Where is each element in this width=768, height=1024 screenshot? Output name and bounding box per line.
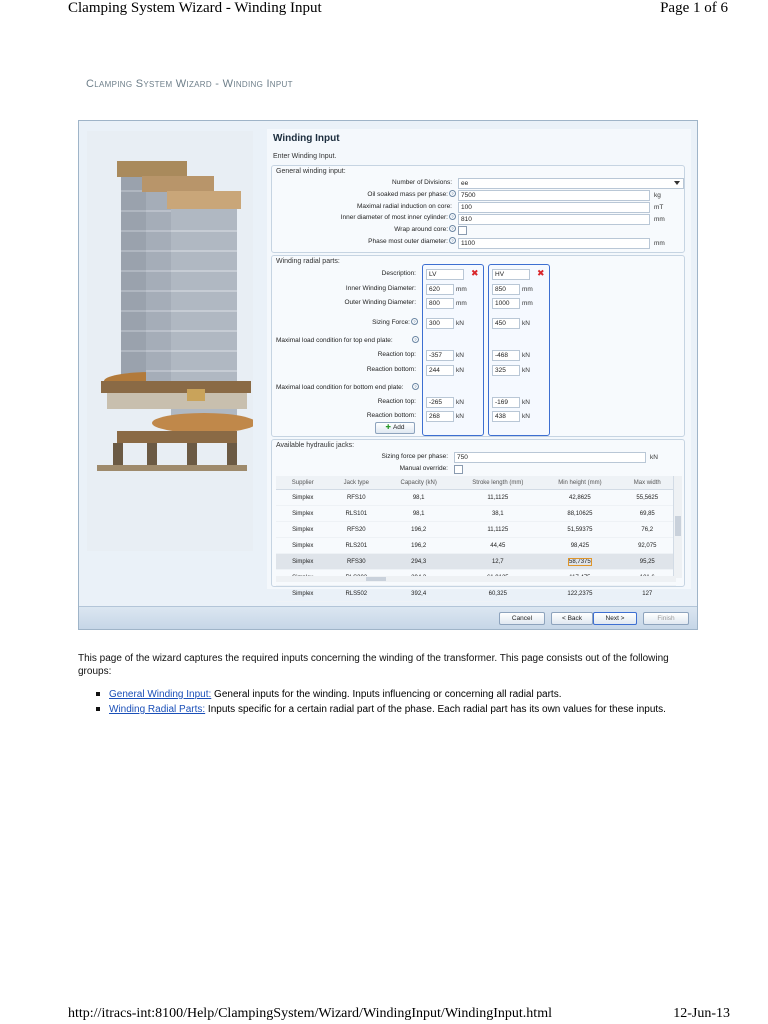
table-cell: 127 <box>619 586 677 602</box>
unit-kn: kN <box>456 399 464 406</box>
table-row[interactable] <box>276 586 676 602</box>
reaction-top-label: Reaction top: <box>377 398 416 405</box>
table-cell: RLS502 <box>330 586 384 602</box>
focused-cell-value: 58,7375 <box>569 558 591 565</box>
inner-diameter-label: Inner diameter of most inner cylinder: <box>340 214 448 221</box>
inner-diameter-input[interactable]: 850 <box>492 284 520 295</box>
column-header[interactable]: Max width <box>619 476 677 490</box>
table-cell: 392,4 <box>383 586 454 602</box>
wizard-screenshot <box>78 120 698 630</box>
divisions-label: Number of Divisions: <box>392 179 452 186</box>
wizard-title: Winding Input <box>273 133 340 144</box>
table-cell: 98,425 <box>541 538 618 554</box>
manual-override-label: Manual override: <box>399 465 448 472</box>
unit-kn: kN <box>456 320 464 327</box>
general-winding-input-link[interactable]: General Winding Input: <box>109 689 212 700</box>
outer-diameter-input[interactable]: 1100 <box>458 238 650 249</box>
table-cell: 42,8625 <box>541 490 618 506</box>
help-icon[interactable]: ? <box>449 190 456 197</box>
manual-override-checkbox[interactable] <box>454 465 463 474</box>
help-icon[interactable]: ? <box>449 213 456 220</box>
table-cell: 60,325 <box>454 586 541 602</box>
help-icon[interactable]: ? <box>449 237 456 244</box>
table-row[interactable] <box>276 506 676 522</box>
unit-kn: kN <box>522 367 530 374</box>
bullet-text: Inputs specific for a certain radial part of the phase. Each radial part has its own values for these inputs. <box>205 704 666 715</box>
table-cell: 196,2 <box>383 538 454 554</box>
table-cell: 98,1 <box>383 490 454 506</box>
delete-icon[interactable]: ✖ <box>537 268 545 278</box>
table-cell: 69,85 <box>619 506 677 522</box>
unit-mm: mm <box>522 286 533 293</box>
outer-diameter-input[interactable]: 1000 <box>492 298 520 309</box>
general-group-title: General winding input: <box>276 168 346 175</box>
table-cell: RFS30 <box>330 554 384 570</box>
jacks-group-title: Available hydraulic jacks: <box>276 442 355 449</box>
unit-kn: kN <box>522 352 530 359</box>
pdf-header-title: Clamping System Wizard - Winding Input <box>68 0 322 16</box>
group-list <box>96 688 696 718</box>
sizing-force-input[interactable]: 450 <box>492 318 520 329</box>
next-button[interactable]: Next > <box>593 612 637 625</box>
description-input[interactable]: LV <box>426 269 464 280</box>
scrollbar-thumb[interactable] <box>675 516 681 536</box>
table-cell: 92,075 <box>619 538 677 554</box>
table-row-selected[interactable] <box>276 554 676 570</box>
bullet-icon <box>96 692 100 696</box>
column-header[interactable]: Min height (mm) <box>541 476 618 490</box>
table-cell: 196,2 <box>383 522 454 538</box>
scrollbar-thumb[interactable] <box>366 577 386 581</box>
table-cell: Simplex <box>276 522 330 538</box>
unit-kn: kN <box>456 413 464 420</box>
table-cell: 122,2375 <box>541 586 618 602</box>
inner-diameter-unit: mm <box>654 216 665 223</box>
pdf-header <box>68 0 728 20</box>
inner-diameter-input[interactable]: 620 <box>426 284 454 295</box>
bottom-reaction-top-input[interactable]: -169 <box>492 397 520 408</box>
pdf-page-number: Page 1 of 6 <box>660 0 728 16</box>
top-reaction-top-input[interactable]: -468 <box>492 350 520 361</box>
table-cell: Simplex <box>276 554 330 570</box>
table-cell-focused[interactable] <box>541 554 618 570</box>
table-cell: 51,59375 <box>541 522 618 538</box>
general-winding-group <box>271 165 685 253</box>
unit-kn: kN <box>456 367 464 374</box>
unit-kn: kN <box>522 413 530 420</box>
table-cell: RFS10 <box>330 490 384 506</box>
table-cell: RLS201 <box>330 538 384 554</box>
wrap-core-label: Wrap around core: <box>394 226 448 233</box>
description-input[interactable]: HV <box>492 269 530 280</box>
outer-winding-label: Outer Winding Diameter: <box>344 299 416 306</box>
document-title: Clamping System Wizard - Winding Input <box>86 78 293 90</box>
chevron-down-icon[interactable] <box>674 181 680 185</box>
delete-icon[interactable]: ✖ <box>471 268 479 278</box>
divisions-dropdown[interactable] <box>458 178 684 189</box>
table-cell: 44,45 <box>454 538 541 554</box>
reaction-bottom-label: Reaction bottom: <box>366 412 416 419</box>
table-cell: Simplex <box>276 490 330 506</box>
oil-mass-label: Oil soaked mass per phase: <box>367 191 448 198</box>
table-cell: 38,1 <box>454 506 541 522</box>
column-header[interactable]: Jack type <box>330 476 384 490</box>
outer-diameter-input[interactable]: 800 <box>426 298 454 309</box>
table-cell: 11,1125 <box>454 522 541 538</box>
radial-part-lv <box>422 264 484 436</box>
table-cell: 98,1 <box>383 506 454 522</box>
unit-kn: kN <box>456 352 464 359</box>
winding-radial-parts-link[interactable]: Winding Radial Parts: <box>109 704 206 715</box>
radial-parts-group <box>271 255 685 437</box>
sizing-force-label: Sizing Force: <box>372 319 410 326</box>
back-button[interactable]: < Back <box>551 612 593 625</box>
oil-mass-unit: kg <box>654 192 661 199</box>
jacks-header-row <box>276 476 676 490</box>
plus-icon: ✚ <box>385 424 391 431</box>
reaction-top-label: Reaction top: <box>377 351 416 358</box>
top-reaction-bottom-input[interactable]: 325 <box>492 365 520 376</box>
bottom-reaction-bottom-input[interactable]: 268 <box>426 411 454 422</box>
oil-mass-input[interactable]: 7500 <box>458 190 650 201</box>
table-cell: RFS20 <box>330 522 384 538</box>
horizontal-scrollbar[interactable] <box>276 576 676 582</box>
table-row[interactable] <box>276 522 676 538</box>
reaction-bottom-label: Reaction bottom: <box>366 366 416 373</box>
top-plate-section-label: Maximal load condition for top end plate: <box>276 337 393 344</box>
unit-mm: mm <box>522 300 533 307</box>
table-cell: 12,7 <box>454 554 541 570</box>
table-row[interactable] <box>276 490 676 506</box>
wizard-subtitle: Enter Winding Input. <box>273 153 337 160</box>
bullet-text: General inputs for the winding. Inputs influencing or concerning all radial parts. <box>211 689 562 700</box>
table-cell: Simplex <box>276 538 330 554</box>
bullet-icon <box>96 707 100 711</box>
outer-diameter-label: Phase most outer diameter: <box>368 238 448 245</box>
table-row[interactable] <box>276 538 676 554</box>
table-cell: Simplex <box>276 506 330 522</box>
sizing-force-input[interactable]: 300 <box>426 318 454 329</box>
help-icon[interactable]: ? <box>411 318 418 325</box>
column-header[interactable]: Supplier <box>276 476 330 490</box>
add-radial-part-button[interactable] <box>375 422 415 434</box>
divisions-value: ee <box>461 180 469 187</box>
column-header[interactable]: Capacity (kN) <box>383 476 454 490</box>
wrap-core-checkbox[interactable] <box>458 226 467 235</box>
top-reaction-top-input[interactable]: -357 <box>426 350 454 361</box>
cancel-button[interactable]: Cancel <box>499 612 545 625</box>
table-cell: 95,25 <box>619 554 677 570</box>
radial-group-title: Winding radial parts: <box>276 258 340 265</box>
inner-diameter-input[interactable]: 810 <box>458 214 650 225</box>
table-cell: 11,1125 <box>454 490 541 506</box>
radial-part-hv <box>488 264 550 436</box>
hydraulic-jacks-group <box>271 439 685 597</box>
top-reaction-bottom-input[interactable]: 244 <box>426 365 454 376</box>
unit-kn: kN <box>522 320 530 327</box>
finish-button[interactable]: Finish <box>643 612 689 625</box>
add-button-label: Add <box>392 424 405 431</box>
pdf-footer-date: 12-Jun-13 <box>673 1006 730 1021</box>
sizing-per-phase-input[interactable]: 750 <box>454 452 646 463</box>
table-cell: RLS101 <box>330 506 384 522</box>
table-cell: 76,2 <box>619 522 677 538</box>
table-cell: 294,3 <box>383 554 454 570</box>
sizing-per-phase-label: Sizing force per phase: <box>381 453 448 460</box>
outer-diameter-unit: mm <box>654 240 665 247</box>
description-label: Description: <box>381 270 416 277</box>
bottom-reaction-bottom-input[interactable]: 438 <box>492 411 520 422</box>
table-cell: Simplex <box>276 586 330 602</box>
help-icon[interactable]: ? <box>412 336 419 343</box>
help-icon[interactable]: ? <box>449 225 456 232</box>
radial-induction-input[interactable]: 100 <box>458 202 650 213</box>
jacks-table <box>276 476 676 602</box>
list-item <box>96 703 696 716</box>
table-cell: 55,5625 <box>619 490 677 506</box>
unit-mm: mm <box>456 286 467 293</box>
inner-winding-label: Inner Winding Diameter: <box>345 285 416 292</box>
column-header[interactable]: Stroke length (mm) <box>454 476 541 490</box>
wizard-form <box>267 129 691 597</box>
sizing-per-phase-unit: kN <box>650 454 658 461</box>
list-item <box>96 688 696 701</box>
pdf-footer-url: http://itracs-int:8100/Help/ClampingSystem/Wizard/WindingInput/WindingInput.html <box>68 1006 552 1021</box>
radial-induction-unit: mT <box>654 204 664 211</box>
bottom-reaction-top-input[interactable]: -265 <box>426 397 454 408</box>
radial-induction-label: Maximal radial induction on core: <box>356 203 452 210</box>
wizard-footer <box>79 606 697 629</box>
table-cell: 88,10625 <box>541 506 618 522</box>
description-paragraph: This page of the wizard captures the required inputs concerning the winding of the transformer. This page consists out of the following groups: <box>78 653 669 677</box>
unit-mm: mm <box>456 300 467 307</box>
unit-kn: kN <box>522 399 530 406</box>
transformer-illustration <box>87 131 253 551</box>
bottom-plate-section-label: Maximal load condition for bottom end plate: <box>276 384 404 391</box>
help-icon[interactable]: ? <box>412 383 419 390</box>
vertical-scrollbar[interactable] <box>673 476 682 578</box>
